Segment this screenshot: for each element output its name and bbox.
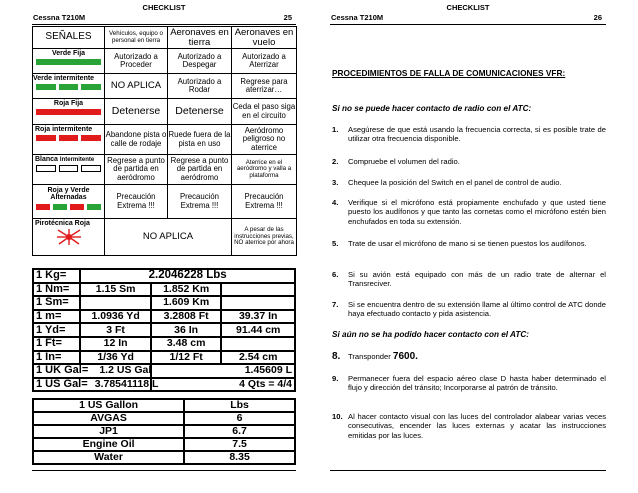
conv-unit: 1 Ft= (33, 337, 80, 351)
signal-cell (33, 74, 105, 99)
white-light-bar (59, 165, 79, 172)
green-light-bar (53, 204, 67, 210)
page-number: 26 (593, 13, 602, 22)
list-item (332, 352, 606, 361)
aircraft-model: Cessna T210M (331, 13, 384, 22)
item-text: Si se encuentra dentro de su extensión llame al último control de ATC donde haya efectuado contacto y pida asistencia. (348, 300, 606, 319)
table-row (33, 378, 295, 392)
checklist-page-26 (330, 0, 606, 470)
signal-swatch (33, 57, 104, 67)
conv-unit-text: 1 UK Gal= (36, 364, 89, 377)
aircraft-model: Cessna T210M (33, 13, 86, 22)
conv-value: 2.2046228 Lbs (80, 269, 295, 283)
page-bottom-rule (32, 470, 296, 471)
signal-cell (33, 155, 105, 185)
table-row (33, 27, 297, 49)
item-text: Si su avión está equipado con más de un radio trate de alternar el Transreciver. (348, 270, 606, 289)
cell: Precaución Extrema !!! (232, 185, 297, 219)
red-light-bar (36, 135, 56, 141)
page-number: 25 (283, 13, 292, 22)
list-item (332, 374, 606, 393)
item-number: 5. (332, 239, 339, 248)
list-item (332, 125, 606, 144)
green-light-bar (87, 204, 101, 210)
green-light-bar (36, 59, 101, 65)
cell: Precaución Extrema !!! (105, 185, 168, 219)
table-row (33, 412, 295, 425)
list-item (332, 157, 606, 166)
fluid-weight: 6.7 (184, 425, 295, 438)
table-row (33, 399, 295, 412)
table-row (33, 425, 295, 438)
section-title: PROCEDIMIENTOS DE FALLA DE COMUNICACIONES VFR: (332, 68, 566, 78)
cell: Ruede fuera de la pista en uso (168, 125, 232, 155)
list-item (332, 300, 606, 319)
page-title: CHECKLIST (446, 3, 490, 12)
table-row (33, 451, 295, 464)
red-light-bar (70, 204, 84, 210)
header-divider (32, 24, 296, 25)
signal-cell (33, 219, 105, 256)
item-number: 8. (332, 351, 341, 362)
list-item (332, 270, 606, 289)
signal-cell (33, 125, 105, 155)
page-header (32, 13, 296, 24)
conv-unit-text: 1 US Gal= (36, 378, 88, 391)
red-light-bar (36, 204, 50, 210)
cell: Regrese para aterrizar… (232, 74, 297, 99)
conv-value: 2.54 cm (221, 351, 295, 365)
item-text: Al hacer contacto visual con las luces del controlador alabear varias veces consecutivas, encender las luces externas y acatar las instrucciones emitidas por las luces. (348, 412, 606, 440)
table-row (33, 296, 295, 310)
conv-unit: 1 m= (33, 310, 80, 324)
conv-value: 36 In (151, 323, 222, 337)
item-number: 6. (332, 270, 339, 279)
item-text: Compruebe el volumen del radio. (348, 157, 460, 166)
header-cell: Aeronaves en vuelo (232, 27, 297, 49)
section-subtitle: Si no se puede hacer contacto de radio con el ATC: (332, 104, 532, 113)
table-row (33, 99, 297, 125)
table-row (33, 185, 297, 219)
conv-unit: 1 Nm= (33, 283, 80, 297)
conv-value: 4 Qts = 4/4 (151, 378, 295, 392)
conv-value: 91.44 cm (221, 323, 295, 337)
item-text: Asegúrese de que está usando la frecuencia correcta, si es posible trate de utilizar otra frecuencia disponible. (348, 125, 606, 144)
conv-value: 1/12 Ft (151, 351, 222, 365)
table-row (33, 283, 295, 297)
item-number: 9. (332, 374, 339, 383)
conv-unit: 1 In= (33, 351, 80, 365)
list-item (332, 178, 606, 187)
cell: Detenerse (105, 99, 168, 125)
header-cell: Aeronaves en tierra (168, 27, 232, 49)
cell: Abandone pista o calle de rodaje (105, 125, 168, 155)
conv-unit: 1 Yd= (33, 323, 80, 337)
item-text: Trate de usar el micrófono de mano si se tienen puestos los audífonos. (348, 239, 587, 248)
page-bottom-rule (330, 470, 606, 471)
conv-value: 1.15 Sm (80, 283, 151, 297)
fluid-weight: 6 (184, 412, 295, 425)
table-row (33, 337, 295, 351)
conv-value: 1.609 Km (151, 296, 222, 310)
header-cell: 1 US Gallon (33, 399, 184, 412)
header-cell: Vehículos, equipo o personal en tierra (105, 27, 168, 49)
cell: Detenerse (168, 99, 232, 125)
conv-unit: 1 Kg= (33, 269, 80, 283)
transponder-code: 7600. (392, 351, 418, 362)
signal-name (33, 155, 104, 163)
conv-value: 3.48 cm (151, 337, 222, 351)
page-title: CHECKLIST (142, 3, 186, 12)
conv-unit (33, 364, 151, 378)
conv-value: 1.45609 L (151, 364, 295, 378)
item-text: Verifique si el micrófono está propiamente enchufado y que usted tiene puesto los audífonos y que tanto las cornetas como el micrófono estén bien enchufados en toda su extensión. (348, 198, 606, 226)
table-row (33, 438, 295, 451)
conv-value (221, 296, 295, 310)
signal-cell (33, 49, 105, 74)
item-text (348, 352, 606, 361)
cell: Aeródromo peligroso no aterrice (232, 125, 297, 155)
conv-value: 1.2 US Gal (99, 364, 152, 377)
conv-value: 3.2808 Ft (151, 310, 222, 324)
conv-value: 1.0936 Yd (80, 310, 151, 324)
conv-value: 12 In (80, 337, 151, 351)
signal-name-main: Blanca (35, 156, 58, 163)
signal-swatch (33, 82, 104, 92)
red-light-bar (81, 135, 101, 141)
cell: Autorizado a Rodar (168, 74, 232, 99)
red-light-bar (36, 109, 101, 115)
signal-swatch (33, 163, 104, 174)
signal-swatch (33, 133, 104, 143)
cell: Aterrice en el aeródromo y valla a plataforma (232, 155, 297, 185)
fluid-weight: 8.35 (184, 451, 295, 464)
conv-unit: 1 Sm= (33, 296, 80, 310)
green-light-bar (81, 84, 101, 90)
header-cell: SEÑALES (33, 27, 105, 49)
signal-name: Roja intermitente (35, 126, 93, 133)
conv-value: 1/36 Yd (80, 351, 151, 365)
conv-unit (33, 378, 159, 392)
table-row (33, 49, 297, 74)
item-number: 3. (332, 178, 339, 187)
item-text-label: Transponder (348, 352, 391, 361)
red-light-bar (59, 135, 79, 141)
page-header (330, 13, 606, 24)
list-item (332, 198, 606, 226)
item-text: Chequee la posición del Switch en el panel de control de audio. (348, 178, 562, 187)
table-row (33, 364, 295, 378)
header-cell: Lbs (184, 399, 295, 412)
signal-cell (33, 185, 105, 219)
white-light-bar (36, 165, 56, 172)
white-light-bar (81, 165, 101, 172)
fluid-name: AVGAS (33, 412, 184, 425)
item-number: 10. (332, 412, 343, 421)
table-row (33, 74, 297, 99)
cell: A pesar de las instrucciones previas, NO aterrice por ahora (232, 219, 297, 256)
checklist-page-25 (32, 0, 296, 470)
fluid-weight-table (32, 398, 296, 465)
item-number: 1. (332, 125, 339, 134)
fluid-name: Water (33, 451, 184, 464)
item-number: 4. (332, 198, 339, 207)
table-row (33, 310, 295, 324)
unit-conversion-table (32, 268, 296, 392)
cell: Autorizado a Proceder (105, 49, 168, 74)
green-light-bar (59, 84, 79, 90)
item-text: Permanecer fuera del espacio aéreo clase D hasta haber determinado el flujo y dirección del tránsito; Incorporarse al patrón de tránsito. (348, 374, 606, 393)
section-subtitle: Si aún no se ha podido hacer contacto con el ATC: (332, 330, 529, 339)
table-row (33, 155, 297, 185)
conv-value (80, 296, 151, 310)
signal-name: Roja y Verde Alternadas (47, 187, 90, 202)
signal-name: Roja Fija (53, 100, 84, 107)
conv-value: 3 Ft (80, 323, 151, 337)
flare-icon (56, 228, 82, 246)
list-item (332, 412, 606, 440)
cell: Ceda el paso siga en el circuito (232, 99, 297, 125)
conv-value: 1.852 Km (151, 283, 222, 297)
cell: Autorizado a Despegar (168, 49, 232, 74)
cell: Regrese a punto de partida en aeródromo (168, 155, 232, 185)
table-row (33, 125, 297, 155)
table-row (33, 269, 295, 283)
signal-name-suffix: Intermitente (59, 157, 95, 163)
cell: NO APLICA (105, 74, 168, 99)
cell: Autorizado a Aterrizar (232, 49, 297, 74)
cell: NO APLICA (105, 219, 232, 256)
cell: Precaución Extrema !!! (168, 185, 232, 219)
item-number: 7. (332, 300, 339, 309)
list-item (332, 239, 606, 248)
fluid-name: JP1 (33, 425, 184, 438)
cell: Regrese a punto de partida en aeródromo (105, 155, 168, 185)
signal-cell (33, 99, 105, 125)
header-divider (330, 24, 606, 25)
conv-value (221, 283, 295, 297)
signal-name: Verde intermitente (33, 75, 95, 82)
conv-value: 39.37 In (221, 310, 295, 324)
signal-swatch (33, 202, 104, 212)
fluid-weight: 7.5 (184, 438, 295, 451)
conv-value (221, 337, 295, 351)
table-row (33, 219, 297, 256)
table-row (33, 323, 295, 337)
table-row (33, 351, 295, 365)
signal-name: Verde Fija (51, 50, 86, 57)
conv-value: 3.78541118 L (94, 378, 159, 391)
flare-swatch (33, 227, 104, 251)
fluid-name: Engine Oil (33, 438, 184, 451)
signal-swatch (33, 107, 104, 117)
item-number: 2. (332, 157, 339, 166)
light-signals-table (32, 26, 297, 256)
green-light-bar (36, 84, 56, 90)
signal-name: Pirotécnica Roja (35, 220, 90, 227)
